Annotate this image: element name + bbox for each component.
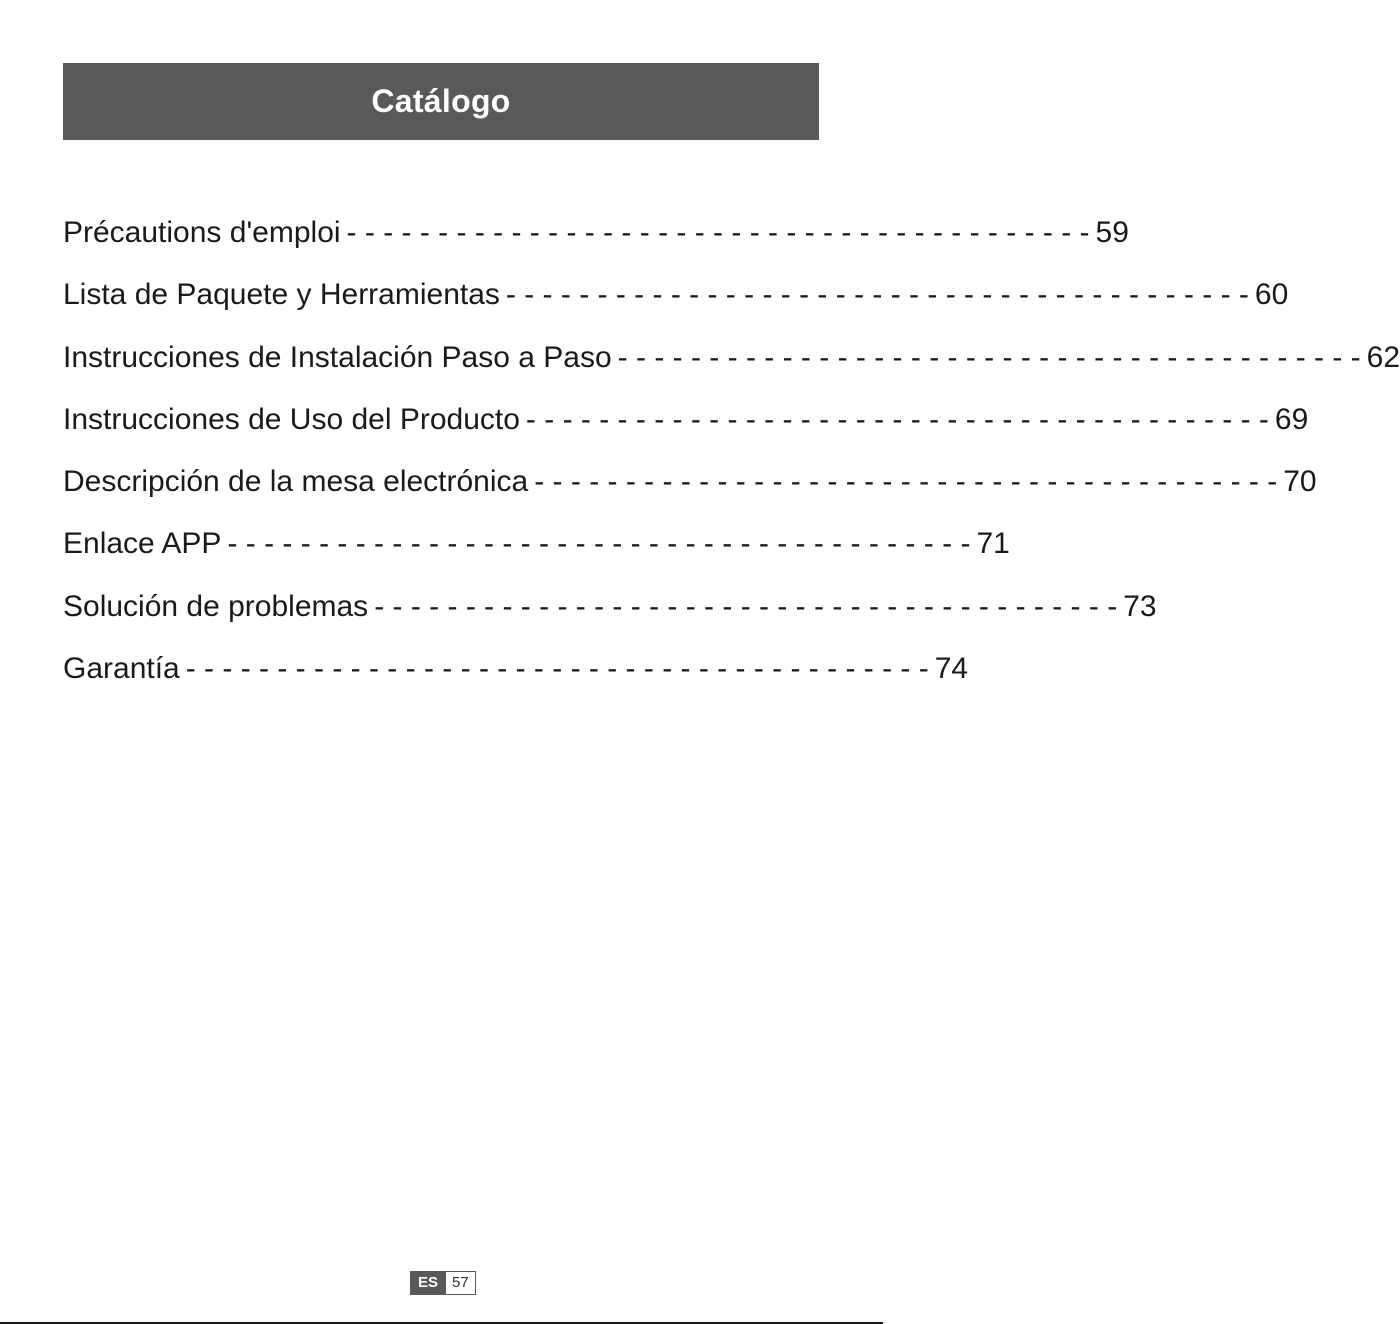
toc-entry-title: Enlace APP <box>63 527 222 561</box>
toc-entry-title: Garantía <box>63 652 180 686</box>
toc-entry-installation[interactable] <box>63 327 1400 389</box>
toc-entry-page: 73 <box>1123 589 1157 623</box>
toc-leader-dashes: - - - - - - - - - - - - - - - - - - - - - - - - - - - - - - - - - - - - - - - - - <box>185 652 929 686</box>
toc-entry-page: 70 <box>1283 465 1317 499</box>
toc-entry-package-list[interactable] <box>63 264 1289 326</box>
toc-entry-page: 74 <box>934 652 969 686</box>
catalog-header <box>63 63 819 140</box>
toc-leader-dashes: - - - - - - - - - - - - - - - - - - - - - - - - - - - - - - - - - - - - - - - - - <box>534 465 1278 499</box>
toc-entry-page: 71 <box>976 527 1010 561</box>
toc-entry-precautions[interactable] <box>63 202 1129 264</box>
toc-leader-dashes: - - - - - - - - - - - - - - - - - - - - - - - - - - - - - - - - - - - - - - - - - <box>505 278 1249 312</box>
toc-leader-dashes: - - - - - - - - - - - - - - - - - - - - - - - - - - - - - - - - - - - - - - - - - <box>227 527 971 561</box>
toc-entry-title: Instrucciones de Uso del Producto <box>63 402 520 436</box>
page-title: Catálogo <box>371 83 511 119</box>
toc-entry-page: 60 <box>1254 278 1289 312</box>
toc-dot-leader <box>618 327 1361 389</box>
toc-entry-usage[interactable] <box>63 389 1309 451</box>
toc-entry-page: 62 <box>1366 340 1400 374</box>
toc-entry-app-link[interactable] <box>63 513 1010 575</box>
toc-entry-warranty[interactable] <box>63 638 969 700</box>
language-badge: ES <box>410 1271 446 1295</box>
toc-leader-dashes: - - - - - - - - - - - - - - - - - - - - - - - - - - - - - - - - - - - - - - - - - <box>374 589 1118 623</box>
toc-entry-title: Descripción de la mesa electrónica <box>63 465 529 499</box>
toc-entry-title: Lista de Paquete y Herramientas <box>63 278 500 312</box>
toc-entry-title: Solución de problemas <box>63 589 369 623</box>
toc-dot-leader <box>347 202 1090 264</box>
toc-entry-page: 69 <box>1274 402 1309 436</box>
toc-dot-leader <box>227 513 970 575</box>
toc-entry-title: Précautions d'emploi <box>63 216 341 249</box>
toc-entry-troubleshooting[interactable] <box>63 576 1157 638</box>
toc-dot-leader <box>374 576 1117 638</box>
toc-leader-dashes: - - - - - - - - - - - - - - - - - - - - - - - - - - - - - - - - - - - - - - - - - <box>525 402 1269 436</box>
toc-dot-leader <box>534 451 1277 513</box>
page-number: 57 <box>446 1271 476 1295</box>
table-of-contents <box>63 202 1400 700</box>
toc-dot-leader <box>186 638 929 700</box>
toc-leader-dashes: - - - - - - - - - - - - - - - - - - - - - - - - - - - - - - - - - - - - - - - - - <box>346 216 1090 249</box>
toc-entry-page: 59 <box>1095 216 1129 249</box>
toc-dot-leader <box>526 389 1269 451</box>
toc-entry-title: Instrucciones de Instalación Paso a Paso <box>63 340 612 374</box>
toc-dot-leader <box>506 264 1249 326</box>
page-footer <box>410 1271 476 1295</box>
toc-leader-dashes: - - - - - - - - - - - - - - - - - - - - - - - - - - - - - - - - - - - - - - - - - <box>617 340 1361 374</box>
toc-entry-electronic-table[interactable] <box>63 451 1317 513</box>
